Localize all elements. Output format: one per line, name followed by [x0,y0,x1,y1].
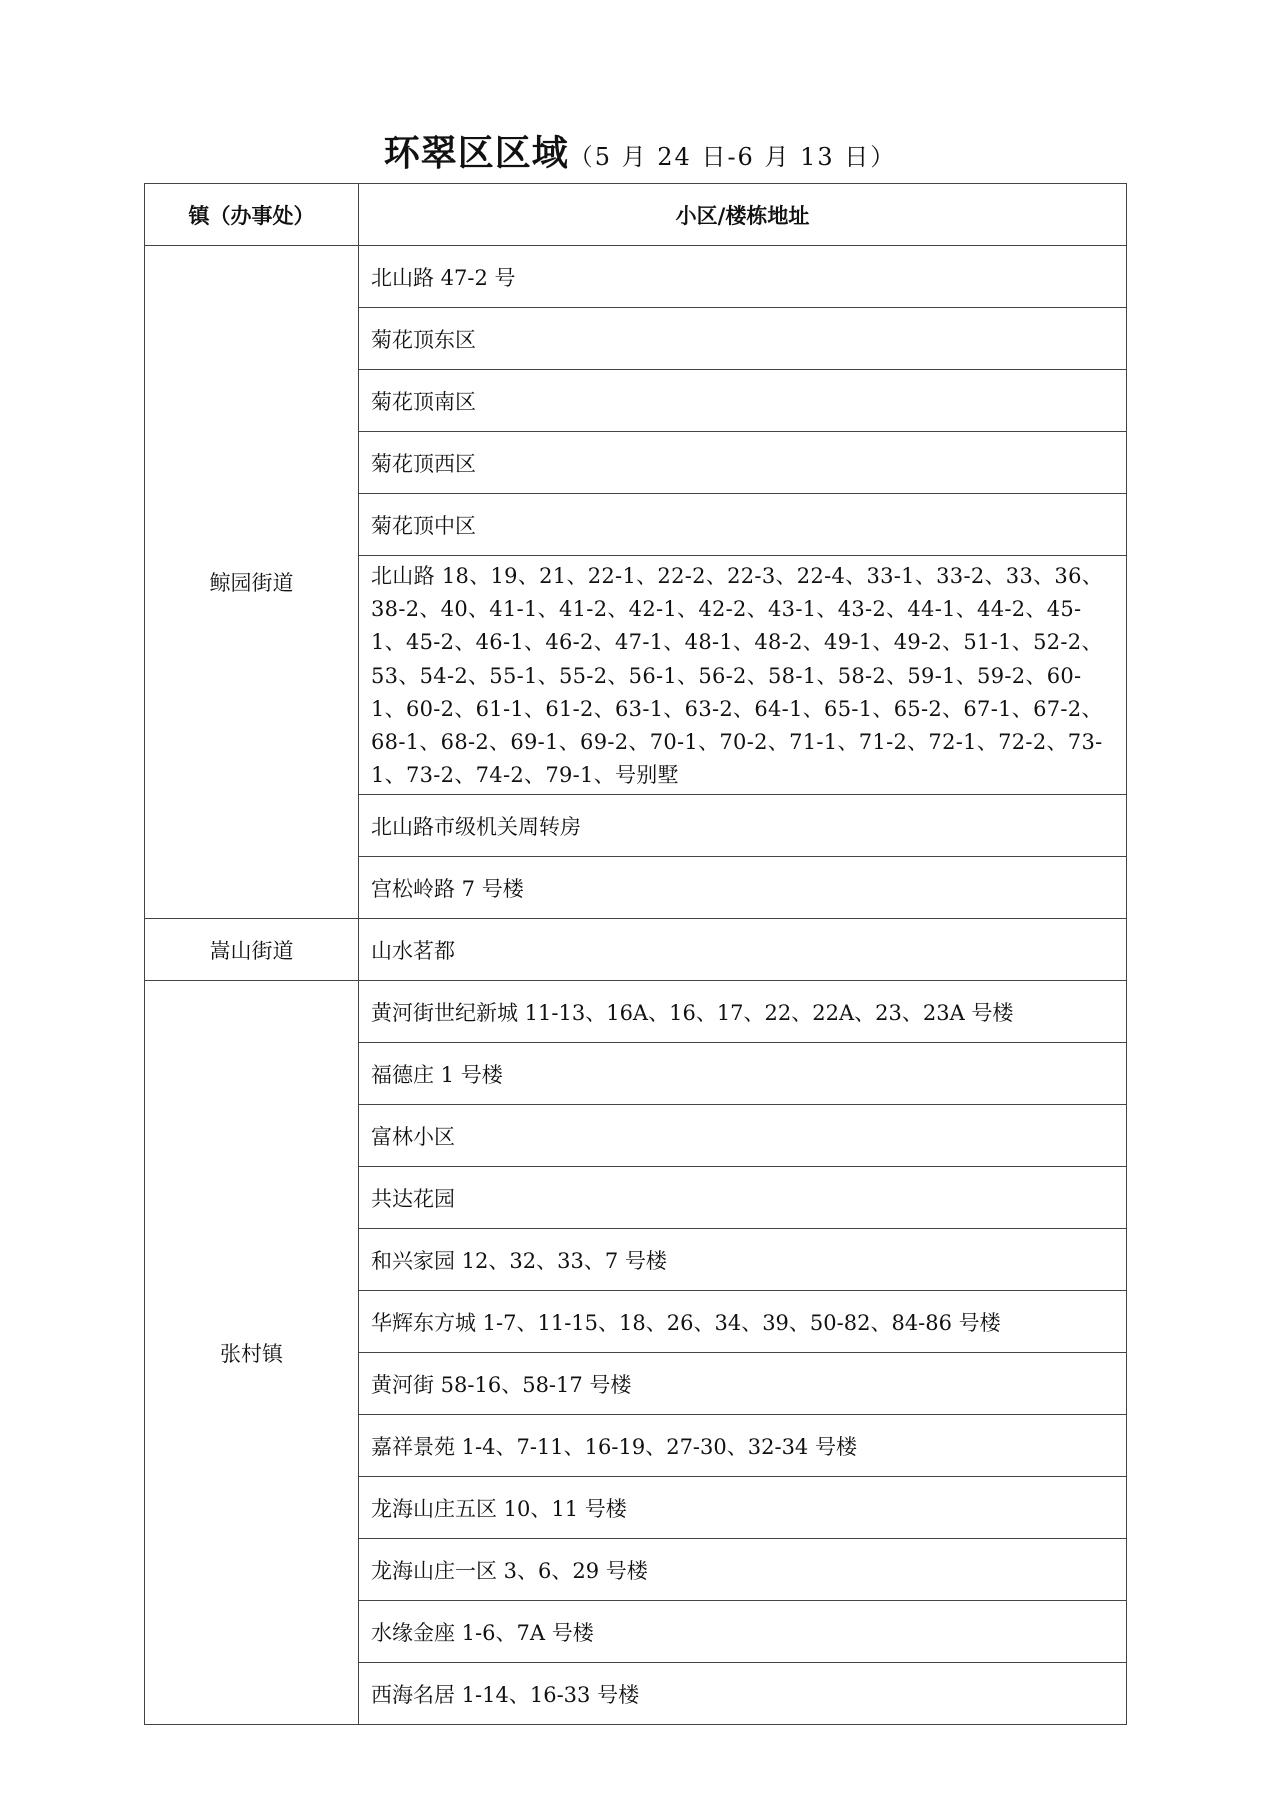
address-cell: 福德庄 1 号楼 [359,1043,1127,1105]
address-cell: 菊花顶西区 [359,432,1127,494]
address-cell: 富林小区 [359,1105,1127,1167]
table-row [145,981,1127,1043]
address-cell: 北山路市级机关周转房 [359,795,1127,857]
address-cell: 和兴家园 12、32、33、7 号楼 [359,1229,1127,1291]
address-cell: 北山路 47-2 号 [359,246,1127,308]
table-header-row [145,184,1127,246]
table-row [145,919,1127,981]
address-cell: 黄河街 58-16、58-17 号楼 [359,1353,1127,1415]
title-main: 环翠区区域 [383,132,569,174]
address-cell: 水缘金座 1-6、7A 号楼 [359,1601,1127,1663]
town-cell: 张村镇 [145,981,359,1725]
address-cell: 北山路 18、19、21、22-1、22-2、22-3、22-4、33-1、33-2、33、36、38-2、40、41-1、41-2、42-1、42-2、43-1、43-2、44-1、44-2、45-1、45-2、46-1、46-2、47-1、48-1、48-2、49-1、49-2、51-1、52-2、53、54-2、55-1、55-2、56-1、56-2、58-1、58-2、59-1、59-2、60-1、60-2、61-1、61-2、63-1、63-2、64-1、65-1、65-2、67-1、67-2、68-1、68-2、69-1、69-2、70-1、70-2、71-1、71-2、72-1、72-2、73-1、73-2、74-2、79-1、号别墅 [359,556,1127,795]
address-cell: 菊花顶中区 [359,494,1127,556]
header-address: 小区/楼栋地址 [359,184,1127,246]
area-table [144,183,1127,1725]
header-town: 镇（办事处） [145,184,359,246]
address-cell: 嘉祥景苑 1-4、7-11、16-19、27-30、32-34 号楼 [359,1415,1127,1477]
address-cell: 共达花园 [359,1167,1127,1229]
table-row [145,246,1127,308]
address-cell: 西海名居 1-14、16-33 号楼 [359,1663,1127,1725]
address-cell: 龙海山庄五区 10、11 号楼 [359,1477,1127,1539]
address-cell: 华辉东方城 1-7、11-15、18、26、34、39、50-82、84-86 号楼 [359,1291,1127,1353]
address-cell: 菊花顶东区 [359,308,1127,370]
address-cell: 宫松岭路 7 号楼 [359,857,1127,919]
town-cell: 嵩山街道 [145,919,359,981]
page-title [0,125,1280,176]
address-cell: 黄河街世纪新城 11-13、16A、16、17、22、22A、23、23A 号楼 [359,981,1127,1043]
address-cell: 龙海山庄一区 3、6、29 号楼 [359,1539,1127,1601]
title-date-range: （5 月 24 日-6 月 13 日） [568,143,897,171]
town-cell: 鲸园街道 [145,246,359,919]
address-cell: 山水茗都 [359,919,1127,981]
address-cell: 菊花顶南区 [359,370,1127,432]
